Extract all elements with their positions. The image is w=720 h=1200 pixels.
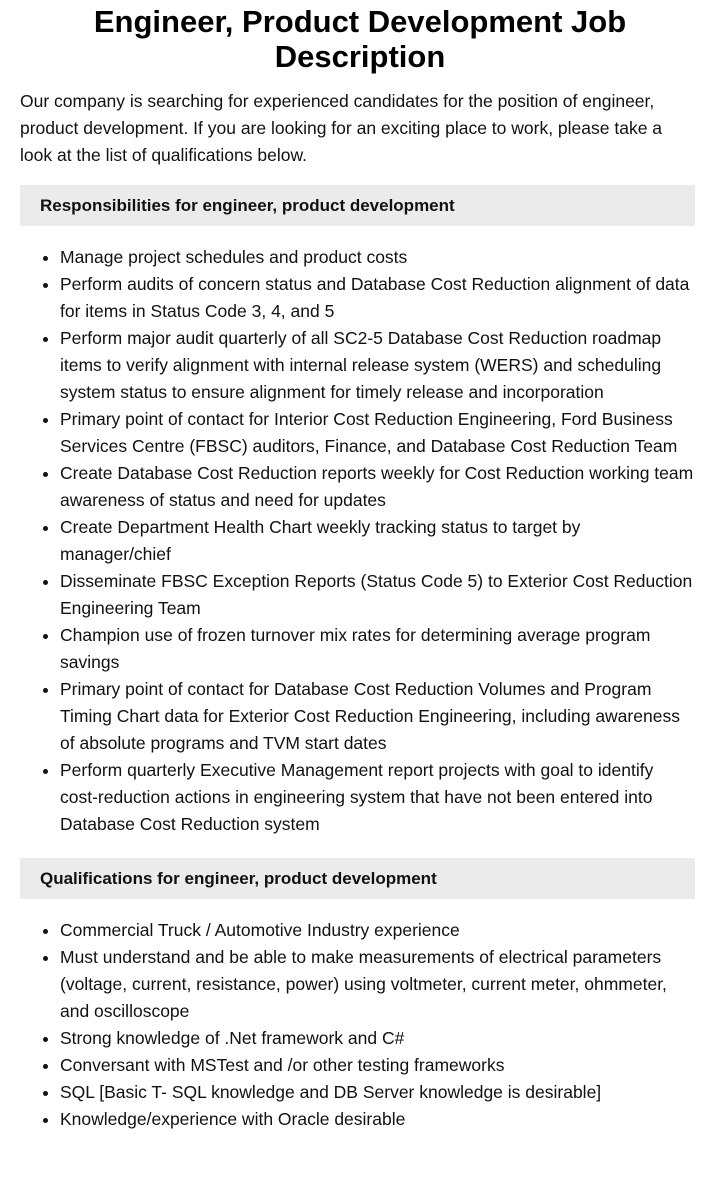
list-item: • Disseminate FBSC Exception Reports (Status Code 5) to Exterior Cost Reduction Engineering Team [60, 568, 695, 622]
list-item: • Champion use of frozen turnover mix rates for determining average program savings [60, 622, 695, 676]
list-item: • Conversant with MSTest and /or other testing frameworks [60, 1052, 695, 1079]
page-title: Engineer, Product Development Job Description [93, 4, 627, 74]
list-item: • Primary point of contact for Interior Cost Reduction Engineering, Ford Business Services Centre (FBSC) auditors, Finance, and Database Cost Reduction Team [60, 406, 695, 460]
list-item: • Manage project schedules and product costs [60, 244, 695, 271]
list-item: • Commercial Truck / Automotive Industry experience [60, 917, 695, 944]
list-item: • Create Department Health Chart weekly tracking status to target by manager/chief [60, 514, 695, 568]
sections [0, 185, 720, 1133]
list-item: • SQL [Basic T- SQL knowledge and DB Server knowledge is desirable] [60, 1079, 695, 1106]
list-item: • Primary point of contact for Database Cost Reduction Volumes and Program Timing Chart data for Exterior Cost Reduction Engineering, including awareness of absolute programs and TVM start dates [60, 676, 695, 757]
list-item: • Knowledge/experience with Oracle desirable [60, 1106, 695, 1133]
responsibilities-list [20, 244, 695, 838]
list-item: • Create Database Cost Reduction reports weekly for Cost Reduction working team awareness of status and need for updates [60, 460, 695, 514]
list-item: • Must understand and be able to make measurements of electrical parameters (voltage, current, resistance, power) using voltmeter, current meter, ohmmeter, and oscilloscope [60, 944, 695, 1025]
list-item: • Strong knowledge of .Net framework and C# [60, 1025, 695, 1052]
qualifications-heading: Qualifications for engineer, product development [20, 858, 695, 899]
intro-paragraph: Our company is searching for experienced candidates for the position of engineer, product development. If you are looking for an exciting place to work, please take a look at the list of qualifications below. [20, 91, 663, 165]
list-item: • Perform audits of concern status and Database Cost Reduction alignment of data for items in Status Code 3, 4, and 5 [60, 271, 695, 325]
responsibilities-heading: Responsibilities for engineer, product development [20, 185, 695, 226]
list-item: • Perform major audit quarterly of all SC2-5 Database Cost Reduction roadmap items to verify alignment with internal release system (WERS) and scheduling system status to ensure alignment for timely release and incorporation [60, 325, 695, 406]
qualifications-list [20, 917, 695, 1133]
list-item: • Perform quarterly Executive Management report projects with goal to identify cost-reduction actions in engineering system that have not been entered into Database Cost Reduction system [60, 757, 695, 838]
